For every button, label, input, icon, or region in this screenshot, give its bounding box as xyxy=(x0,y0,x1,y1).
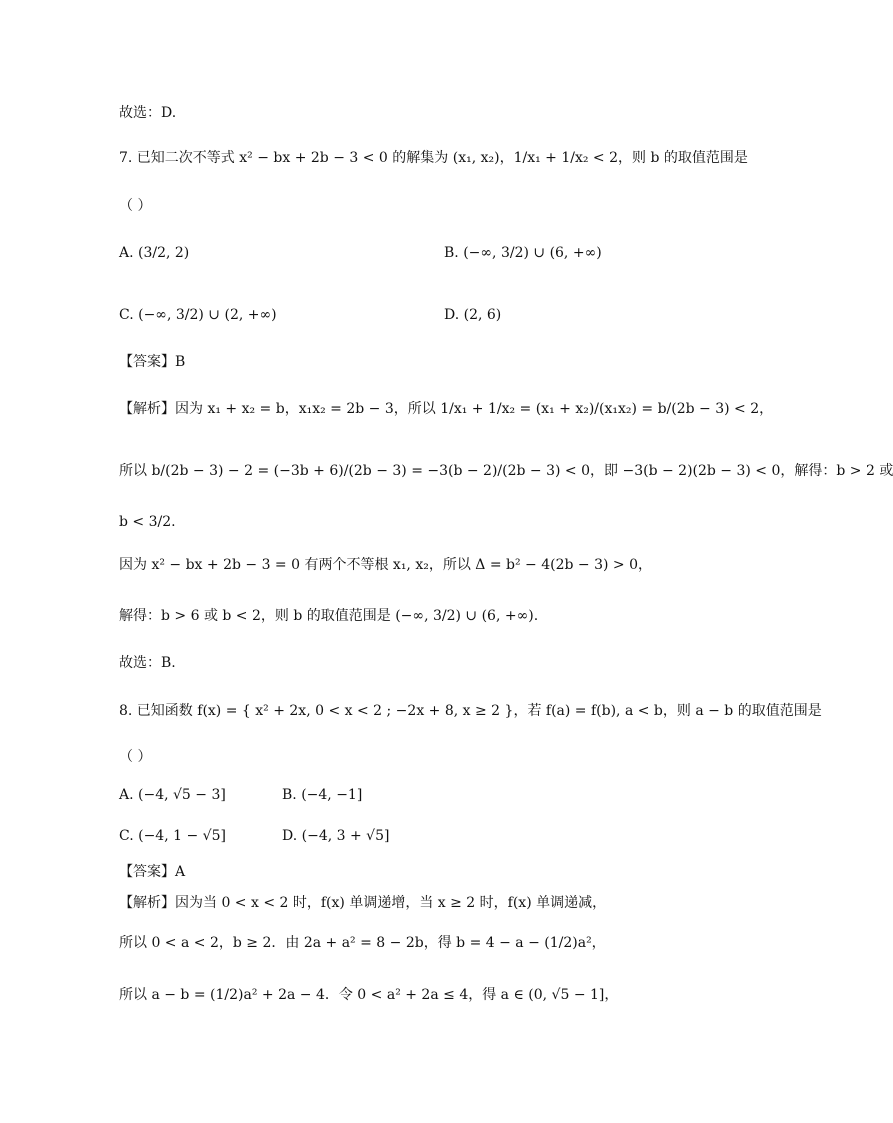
q8-option-d: D. (−4, 3 + √5] xyxy=(282,828,390,844)
q8-solution-line-1: 【解析】因为当 0 < x < 2 时，f(x) 单调递增，当 x ≥ 2 时，f(x) 单调递减， xyxy=(119,895,607,911)
q7-solution-line-2: 所以 b/(2b − 3) − 2 = (−3b + 6)/(2b − 3) = −3(b − 2)/(2b − 3) < 0，即 −3(b − 2)(2b − 3) < 0，解得：b > 2 或 xyxy=(119,463,893,479)
q8-stem: 8. 已知函数 f(x) = { x² + 2x, 0 < x < 2 ; −2x + 8, x ≥ 2 }，若 f(a) = f(b), a < b，则 a − b 的取值范围是 xyxy=(119,703,822,719)
q8-solution-line-3: 所以 a − b = (1/2)a² + 2a − 4．令 0 < a² + 2a ≤ 4，得 a ∈ (0, √5 − 1]， xyxy=(119,987,619,1003)
q8-paren: （ ） xyxy=(119,749,152,765)
q8-option-b: B. (−4, −1] xyxy=(282,787,363,803)
q7-conclusion: 故选：B. xyxy=(119,655,176,671)
q7-solution-line-1: 【解析】因为 x₁ + x₂ = b，x₁x₂ = 2b − 3，所以 1/x₁ + 1/x₂ = (x₁ + x₂)/(x₁x₂) = b/(2b − 3) < 2， xyxy=(119,401,774,417)
q7-solution-line-4: 因为 x² − bx + 2b − 3 = 0 有两个不等根 x₁, x₂，所以 Δ = b² − 4(2b − 3) > 0， xyxy=(119,557,653,573)
q7-paren: （ ） xyxy=(119,198,152,214)
q7-solution-line-5: 解得：b > 6 或 b < 2，则 b 的取值范围是 (−∞, 3/2) ∪ (6, +∞). xyxy=(119,608,539,624)
prev-conclusion: 故选：D. xyxy=(119,105,177,121)
q8-option-a: A. (−4, √5 − 3] xyxy=(119,787,226,803)
q7-stem: 7. 已知二次不等式 x² − bx + 2b − 3 < 0 的解集为 (x₁, x₂)，1/x₁ + 1/x₂ < 2，则 b 的取值范围是 xyxy=(119,150,748,166)
q7-option-a: A. (3/2, 2) xyxy=(119,245,190,261)
q7-solution-line-3: b < 3/2. xyxy=(119,514,176,530)
q8-solution-line-2: 所以 0 < a < 2，b ≥ 2．由 2a + a² = 8 − 2b，得 b = 4 − a − (1/2)a²， xyxy=(119,935,606,951)
q7-answer: 【答案】B xyxy=(119,354,186,370)
q7-option-c: C. (−∞, 3/2) ∪ (2, +∞) xyxy=(119,307,277,323)
q7-option-d: D. (2, 6) xyxy=(444,307,502,323)
q8-answer: 【答案】A xyxy=(119,864,186,880)
q7-option-b: B. (−∞, 3/2) ∪ (6, +∞) xyxy=(444,245,602,261)
q8-option-c: C. (−4, 1 − √5] xyxy=(119,828,226,844)
